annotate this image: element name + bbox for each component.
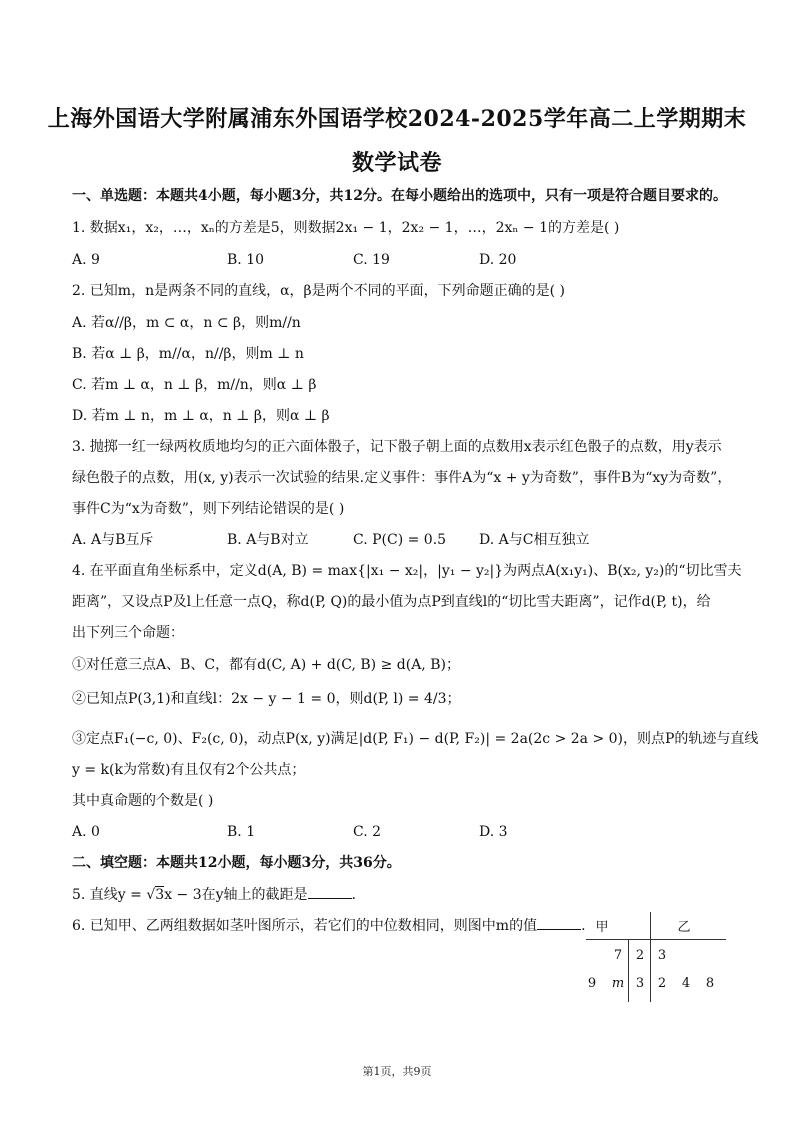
q3-option-b: B. A与B对立: [227, 532, 309, 548]
section-2-heading: 二、填空题：本题共12小题，每小题3分，共36分。: [72, 855, 401, 871]
stem-leaf-header-left: 甲: [595, 920, 609, 935]
stem-leaf-row2-right-leaf-2: 4: [681, 976, 691, 991]
question-3-line-3: 事件C为“x为奇数”，则下列结论错误的是( ): [72, 501, 345, 517]
exam-title-line1: 上海外国语大学附属浦东外国语学校2024-2025学年高二上学期期末: [47, 106, 747, 132]
question-4-prompt: 其中真命题的个数是( ): [72, 793, 214, 809]
q4-option-c: C. 2: [353, 824, 382, 840]
stem-leaf-divider-left: [650, 912, 651, 1002]
q6-answer-blank[interactable]: [537, 917, 581, 930]
q1-option-c: C. 19: [353, 252, 390, 268]
stem-leaf-row2-right-leaf-3: 8: [705, 976, 715, 991]
question-3-line-2: 绿色骰子的点数，用(x, y)表示一次试验的结果.定义事件：事件A为“x + y为奇数”，事件B为“xy为奇数”，: [72, 470, 732, 486]
question-4-proposition-3-cont: y = k(k为常数)有且仅有2个公共点；: [72, 762, 306, 778]
question-1-stem: 1. 数据x₁，x₂，…，xₙ的方差是5，则数据2x₁ − 1，2x₂ − 1，…，2xₙ − 1的方差是( ): [72, 220, 620, 236]
question-2-stem: 2. 已知m，n是两条不同的直线，α，β是两个不同的平面，下列命题正确的是( ): [72, 283, 566, 299]
exam-title-line2: 数学试卷: [351, 150, 442, 176]
question-4-line-2: 距离”，又设点P及l上任意一点Q，称d(P, Q)的最小值为点P到直线l的“切比雪夫距离”，记作d(P, t)，给: [72, 594, 711, 610]
q4-option-d: D. 3: [479, 824, 508, 840]
stem-leaf-header-right: 乙: [677, 920, 691, 935]
q5-prefix: 5. 直线y =: [72, 887, 147, 903]
question-4-line-1: 4. 在平面直角坐标系中，定义d(A, B) = max{|x₁ − x₂|，|y₁ − y₂|}为两点A(x₁y₁)、B(x₂, y₂)的“切比雪夫: [72, 563, 742, 579]
q2-option-a: A. 若α//β，m ⊂ α，n ⊂ β，则m//n: [72, 315, 301, 331]
question-3-line-1: 3. 抛掷一红一绿两枚质地均匀的正六面体骰子，记下骰子朝上面的点数用x表示红色骰子的点数，用y表示: [72, 439, 722, 455]
stem-leaf-divider-inner: [628, 940, 629, 1002]
stem-leaf-plot: [586, 912, 726, 1002]
section-1-heading: 一、单选题：本题共4小题，每小题3分，共12分。在每小题给出的选项中，只有一项是符合题目要求的。: [72, 188, 727, 204]
question-5: [72, 886, 356, 904]
q3-option-a: A. A与B互斥: [72, 532, 154, 548]
stem-leaf-row1-stem: 2: [635, 948, 645, 963]
q3-option-c: C. P(C) = 0.5: [353, 532, 447, 548]
q4-option-a: A. 0: [72, 824, 100, 840]
page-footer: 第1页，共9页: [362, 1065, 432, 1078]
q1-option-a: A. 9: [72, 252, 100, 268]
stem-leaf-row2-right-leaf-1: 2: [657, 976, 667, 991]
stem-leaf-row1-left-leaf: 7: [613, 948, 623, 963]
question-4-proposition-2: ②已知点P(3,1)和直线l：2x − y − 1 = 0，则d(P, l) = 4/3；: [72, 691, 461, 707]
q4-option-b: B. 1: [227, 824, 256, 840]
stem-leaf-row2-left-leaf-1: 9: [587, 976, 597, 991]
question-6: [72, 917, 586, 935]
q2-option-b: B. 若α ⊥ β，m//α，n//β，则m ⊥ n: [72, 346, 304, 362]
stem-leaf-row2-left-leaf-m: m: [611, 976, 625, 991]
question-4-line-3: 出下列三个命题：: [72, 625, 184, 641]
q5-end: .: [351, 887, 356, 903]
question-4-proposition-3: ③定点F₁(−c, 0)、F₂(c, 0)，动点P(x, y)满足|d(P, F₁) − d(P, F₂)| = 2a(2c > 2a > 0)，则点P的轨迹与直线: [72, 731, 759, 747]
question-4-proposition-1: ①对任意三点A、B、C，都有d(C, A) + d(C, B) ≥ d(A, B)；: [72, 657, 460, 673]
stem-leaf-header-rule: [586, 939, 726, 940]
stem-leaf-row1-right-leaf: 3: [657, 948, 667, 963]
q2-option-c: C. 若m ⊥ α，n ⊥ β，m//n，则α ⊥ β: [72, 377, 317, 393]
q3-option-d: D. A与C相互独立: [479, 532, 590, 548]
q1-option-b: B. 10: [227, 252, 265, 268]
q2-option-d: D. 若m ⊥ n，m ⊥ α，n ⊥ β，则α ⊥ β: [72, 408, 330, 424]
q6-end: .: [581, 918, 586, 934]
q5-answer-blank[interactable]: [308, 886, 352, 899]
q6-text: 6. 已知甲、乙两组数据如茎叶图所示，若它们的中位数相同，则图中m的值: [72, 918, 538, 934]
q5-sqrt-radicand: 3: [155, 887, 165, 903]
q1-option-d: D. 20: [479, 252, 517, 268]
sqrt-symbol: √: [146, 887, 156, 903]
stem-leaf-row2-stem: 3: [635, 976, 645, 991]
q5-suffix: x − 3在y轴上的截距是: [164, 887, 308, 903]
